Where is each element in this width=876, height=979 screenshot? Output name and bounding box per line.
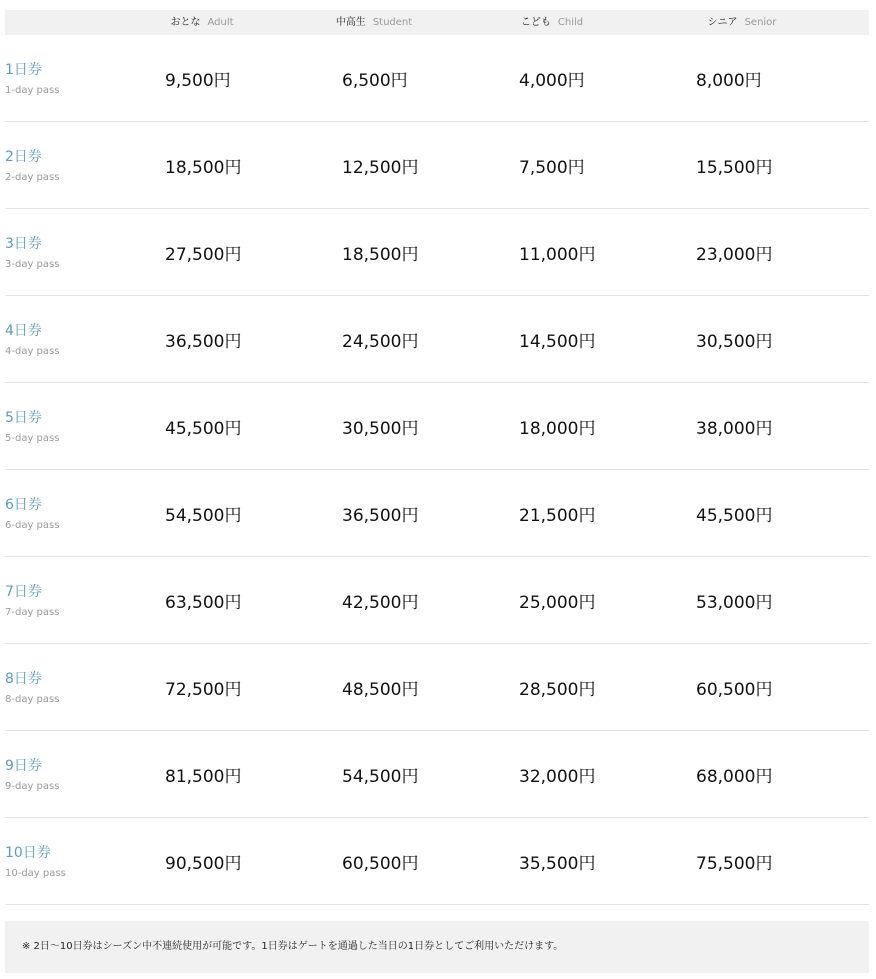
price-adult: 18,500円 [165, 158, 242, 178]
table-row [5, 470, 869, 557]
table-row [5, 818, 869, 905]
usage-note: ※ 2日〜10日券はシーズン中不連続使用が可能です。1日券はゲートを通過した当日の1日券としてご利用いただけます。 [5, 921, 869, 973]
price-senior: 23,000円 [696, 245, 773, 265]
table-row [5, 644, 869, 731]
price-senior: 45,500円 [696, 506, 773, 526]
header-senior [705, 10, 779, 35]
pass-name: 9日券 [5, 758, 42, 774]
price-student: 6,500円 [342, 71, 408, 91]
price-student: 12,500円 [342, 158, 419, 178]
pass-name: 7日券 [5, 584, 42, 600]
price-child: 7,500円 [519, 158, 585, 178]
pass-name: 8日券 [5, 671, 42, 687]
price-senior: 68,000円 [696, 767, 773, 787]
price-adult: 72,500円 [165, 680, 242, 700]
price-adult: 27,500円 [165, 245, 242, 265]
price-adult: 9,500円 [165, 71, 231, 91]
pass-name-en: 9-day pass [5, 781, 60, 792]
pass-name: 1日券 [5, 62, 42, 78]
table-row [5, 35, 869, 122]
price-student: 30,500円 [342, 419, 419, 439]
pass-name: 6日券 [5, 497, 42, 513]
price-adult: 45,500円 [165, 419, 242, 439]
price-senior: 30,500円 [696, 332, 773, 352]
price-child: 4,000円 [519, 71, 585, 91]
pass-name-en: 2-day pass [5, 172, 60, 183]
table-header [5, 10, 869, 35]
price-student: 42,500円 [342, 593, 419, 613]
price-adult: 54,500円 [165, 506, 242, 526]
price-child: 28,500円 [519, 680, 596, 700]
price-student: 54,500円 [342, 767, 419, 787]
price-student: 60,500円 [342, 854, 419, 874]
table-row [5, 383, 869, 470]
price-senior: 38,000円 [696, 419, 773, 439]
price-senior: 60,500円 [696, 680, 773, 700]
price-adult: 63,500円 [165, 593, 242, 613]
price-child: 18,000円 [519, 419, 596, 439]
pass-name: 5日券 [5, 410, 42, 426]
price-senior: 53,000円 [696, 593, 773, 613]
price-child: 21,500円 [519, 506, 596, 526]
pass-name-en: 7-day pass [5, 607, 60, 618]
price-senior: 15,500円 [696, 158, 773, 178]
table-row [5, 209, 869, 296]
pass-name-en: 8-day pass [5, 694, 60, 705]
price-adult: 81,500円 [165, 767, 242, 787]
price-student: 48,500円 [342, 680, 419, 700]
table-row [5, 557, 869, 644]
price-table [5, 10, 869, 905]
price-senior: 8,000円 [696, 71, 762, 91]
price-adult: 90,500円 [165, 854, 242, 874]
header-senior-en: Senior [744, 17, 777, 28]
price-student: 36,500円 [342, 506, 419, 526]
pass-name-en: 10-day pass [5, 868, 66, 879]
pass-name: 10日券 [5, 845, 51, 861]
pass-name-en: 3-day pass [5, 259, 60, 270]
price-child: 25,000円 [519, 593, 596, 613]
price-child: 35,500円 [519, 854, 596, 874]
price-student: 24,500円 [342, 332, 419, 352]
header-adult-en: Adult [207, 17, 234, 28]
header-student-en: Student [372, 17, 413, 28]
pass-name-en: 4-day pass [5, 346, 60, 357]
header-child [519, 10, 585, 35]
table-row [5, 122, 869, 209]
price-child: 32,000円 [519, 767, 596, 787]
price-adult: 36,500円 [165, 332, 242, 352]
header-senior-jp: シニア [707, 17, 738, 28]
price-child: 14,500円 [519, 332, 596, 352]
pass-name-en: 5-day pass [5, 433, 60, 444]
table-row [5, 731, 869, 818]
price-senior: 75,500円 [696, 854, 773, 874]
header-adult [165, 10, 239, 35]
header-adult-jp: おとな [170, 17, 201, 28]
header-student [334, 10, 414, 35]
price-student: 18,500円 [342, 245, 419, 265]
header-child-jp: こども [520, 17, 551, 28]
price-child: 11,000円 [519, 245, 596, 265]
pass-name: 2日券 [5, 149, 42, 165]
pass-name: 4日券 [5, 323, 42, 339]
pass-name-en: 6-day pass [5, 520, 60, 531]
header-child-en: Child [557, 17, 584, 28]
pass-name-en: 1-day pass [5, 85, 60, 96]
pass-name: 3日券 [5, 236, 42, 252]
header-student-jp: 中高生 [335, 17, 366, 28]
table-row [5, 296, 869, 383]
